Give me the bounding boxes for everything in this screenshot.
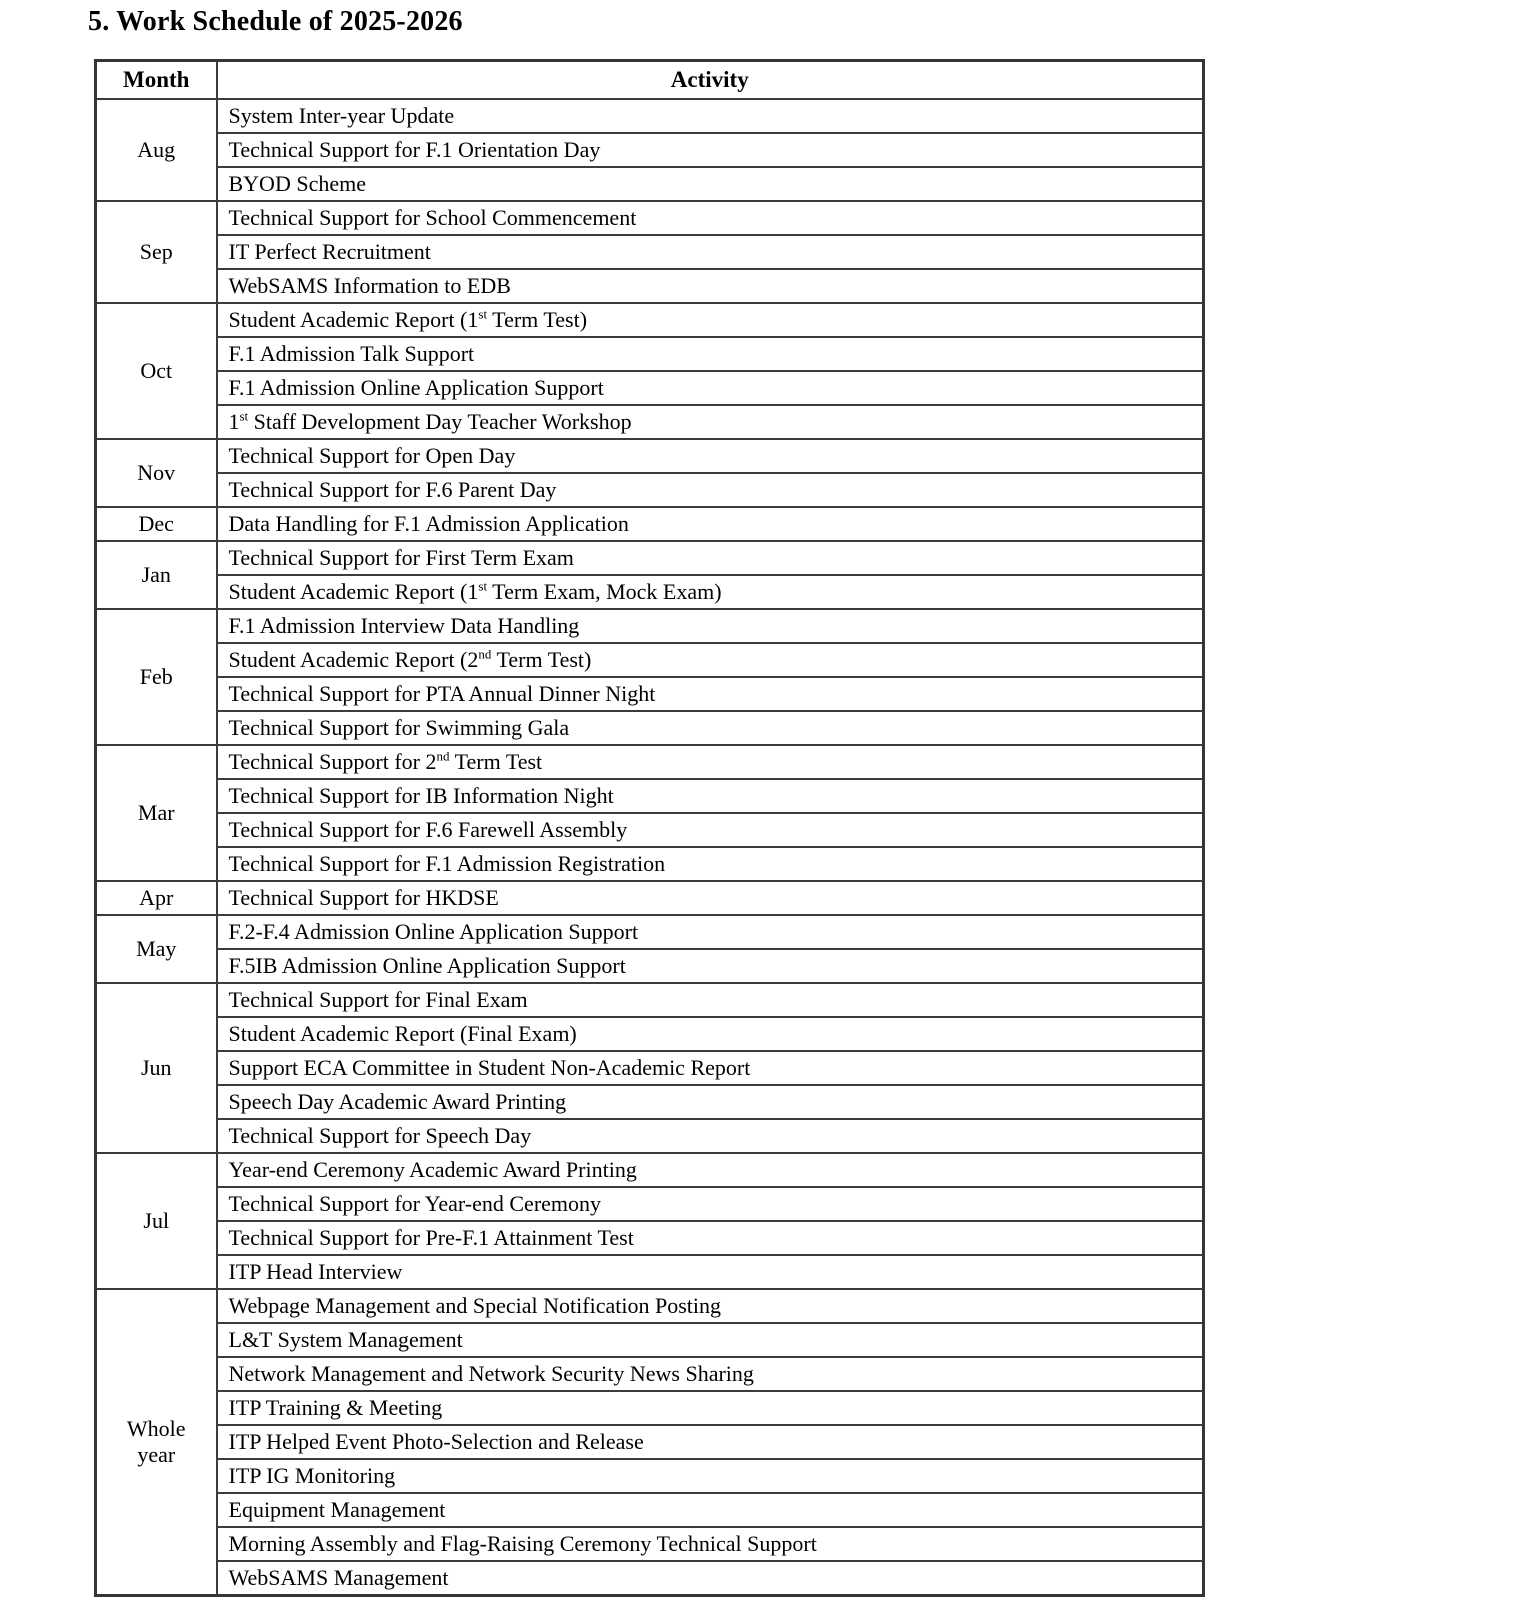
table-row (96, 133, 1204, 167)
table-row (96, 915, 1204, 949)
table-row (96, 643, 1204, 677)
table-row (96, 1221, 1204, 1255)
activity-cell: Student Academic Report (1st Term Test) (217, 303, 1204, 337)
activity-cell: Support ECA Committee in Student Non-Academic Report (217, 1051, 1204, 1085)
activity-cell: ITP IG Monitoring (217, 1459, 1204, 1493)
table-row (96, 1493, 1204, 1527)
table-row (96, 405, 1204, 439)
activity-cell: Technical Support for Open Day (217, 439, 1204, 473)
month-cell: Jan (96, 541, 217, 609)
activity-cell: Technical Support for Pre-F.1 Attainment Test (217, 1221, 1204, 1255)
column-header-activity: Activity (217, 61, 1204, 100)
activity-cell: Technical Support for PTA Annual Dinner Night (217, 677, 1204, 711)
table-row (96, 1459, 1204, 1493)
activity-cell: Technical Support for Speech Day (217, 1119, 1204, 1153)
month-cell: Jul (96, 1153, 217, 1289)
table-row (96, 813, 1204, 847)
activity-cell: ITP Helped Event Photo-Selection and Release (217, 1425, 1204, 1459)
table-row (96, 1153, 1204, 1187)
table-row (96, 1527, 1204, 1561)
table-row (96, 575, 1204, 609)
table-row (96, 1323, 1204, 1357)
month-cell: Sep (96, 201, 217, 303)
activity-cell: 1st Staff Development Day Teacher Workshop (217, 405, 1204, 439)
table-header (96, 61, 1204, 100)
activity-cell: Technical Support for F.6 Parent Day (217, 473, 1204, 507)
table-row (96, 541, 1204, 575)
table-row (96, 473, 1204, 507)
table-row (96, 1391, 1204, 1425)
table-row (96, 1051, 1204, 1085)
activity-cell: Speech Day Academic Award Printing (217, 1085, 1204, 1119)
table-row (96, 337, 1204, 371)
table-row (96, 1561, 1204, 1596)
activity-cell: Technical Support for F.6 Farewell Assembly (217, 813, 1204, 847)
table-row (96, 167, 1204, 201)
activity-cell: Equipment Management (217, 1493, 1204, 1527)
column-header-month: Month (96, 61, 217, 100)
month-cell: Oct (96, 303, 217, 439)
month-cell: Apr (96, 881, 217, 915)
activity-cell: Technical Support for First Term Exam (217, 541, 1204, 575)
activity-cell: Year-end Ceremony Academic Award Printing (217, 1153, 1204, 1187)
table-header-row (96, 61, 1204, 100)
table-row (96, 99, 1204, 133)
table-row (96, 1425, 1204, 1459)
month-cell: Mar (96, 745, 217, 881)
table-row (96, 439, 1204, 473)
month-cell: Nov (96, 439, 217, 507)
table-row (96, 745, 1204, 779)
work-schedule-table (94, 59, 1205, 1597)
table-row (96, 507, 1204, 541)
activity-cell: Technical Support for F.1 Orientation Day (217, 133, 1204, 167)
table-row (96, 881, 1204, 915)
activity-cell: Technical Support for HKDSE (217, 881, 1204, 915)
activity-cell: Student Academic Report (2nd Term Test) (217, 643, 1204, 677)
activity-cell: F.2-F.4 Admission Online Application Support (217, 915, 1204, 949)
ordinal-superscript: st (239, 408, 249, 424)
table-row (96, 1255, 1204, 1289)
activity-cell: WebSAMS Management (217, 1561, 1204, 1596)
activity-cell: Technical Support for Swimming Gala (217, 711, 1204, 745)
activity-cell: Technical Support for F.1 Admission Registration (217, 847, 1204, 881)
month-cell: Jun (96, 983, 217, 1153)
month-cell: May (96, 915, 217, 983)
activity-cell: IT Perfect Recruitment (217, 235, 1204, 269)
month-cell: Dec (96, 507, 217, 541)
table-row (96, 1119, 1204, 1153)
table-row (96, 609, 1204, 643)
table-row (96, 779, 1204, 813)
activity-cell: Student Academic Report (1st Term Exam, Mock Exam) (217, 575, 1204, 609)
activity-cell: F.5IB Admission Online Application Support (217, 949, 1204, 983)
activity-cell: Technical Support for IB Information Night (217, 779, 1204, 813)
ordinal-superscript: st (478, 578, 488, 594)
activity-cell: Technical Support for 2nd Term Test (217, 745, 1204, 779)
table-body (96, 99, 1204, 1596)
activity-cell: L&T System Management (217, 1323, 1204, 1357)
activity-cell: BYOD Scheme (217, 167, 1204, 201)
activity-cell: Webpage Management and Special Notification Posting (217, 1289, 1204, 1323)
activity-cell: Technical Support for Final Exam (217, 983, 1204, 1017)
activity-cell: F.1 Admission Online Application Support (217, 371, 1204, 405)
table-row (96, 1017, 1204, 1051)
table-row (96, 949, 1204, 983)
table-row (96, 677, 1204, 711)
month-cell: Feb (96, 609, 217, 745)
activity-cell: Student Academic Report (Final Exam) (217, 1017, 1204, 1051)
activity-cell: Network Management and Network Security News Sharing (217, 1357, 1204, 1391)
table-row (96, 1085, 1204, 1119)
table-row (96, 303, 1204, 337)
table-row (96, 711, 1204, 745)
ordinal-superscript: nd (478, 646, 492, 662)
activity-cell: ITP Head Interview (217, 1255, 1204, 1289)
ordinal-superscript: st (478, 306, 488, 322)
activity-cell: Morning Assembly and Flag-Raising Ceremony Technical Support (217, 1527, 1204, 1561)
activity-cell: F.1 Admission Talk Support (217, 337, 1204, 371)
activity-cell: F.1 Admission Interview Data Handling (217, 609, 1204, 643)
page-title: 5. Work Schedule of 2025-2026 (88, 6, 463, 37)
table-row (96, 235, 1204, 269)
ordinal-superscript: nd (436, 748, 450, 764)
activity-cell: System Inter-year Update (217, 99, 1204, 133)
activity-cell: ITP Training & Meeting (217, 1391, 1204, 1425)
table-row (96, 1289, 1204, 1323)
activity-cell: Data Handling for F.1 Admission Application (217, 507, 1204, 541)
activity-cell: WebSAMS Information to EDB (217, 269, 1204, 303)
activity-cell: Technical Support for School Commencement (217, 201, 1204, 235)
month-cell: Aug (96, 99, 217, 201)
table-row (96, 201, 1204, 235)
table-row (96, 1357, 1204, 1391)
table-row (96, 847, 1204, 881)
table-row (96, 983, 1204, 1017)
table-row (96, 269, 1204, 303)
table-row (96, 1187, 1204, 1221)
month-cell: Whole year (96, 1289, 217, 1596)
activity-cell: Technical Support for Year-end Ceremony (217, 1187, 1204, 1221)
table-row (96, 371, 1204, 405)
